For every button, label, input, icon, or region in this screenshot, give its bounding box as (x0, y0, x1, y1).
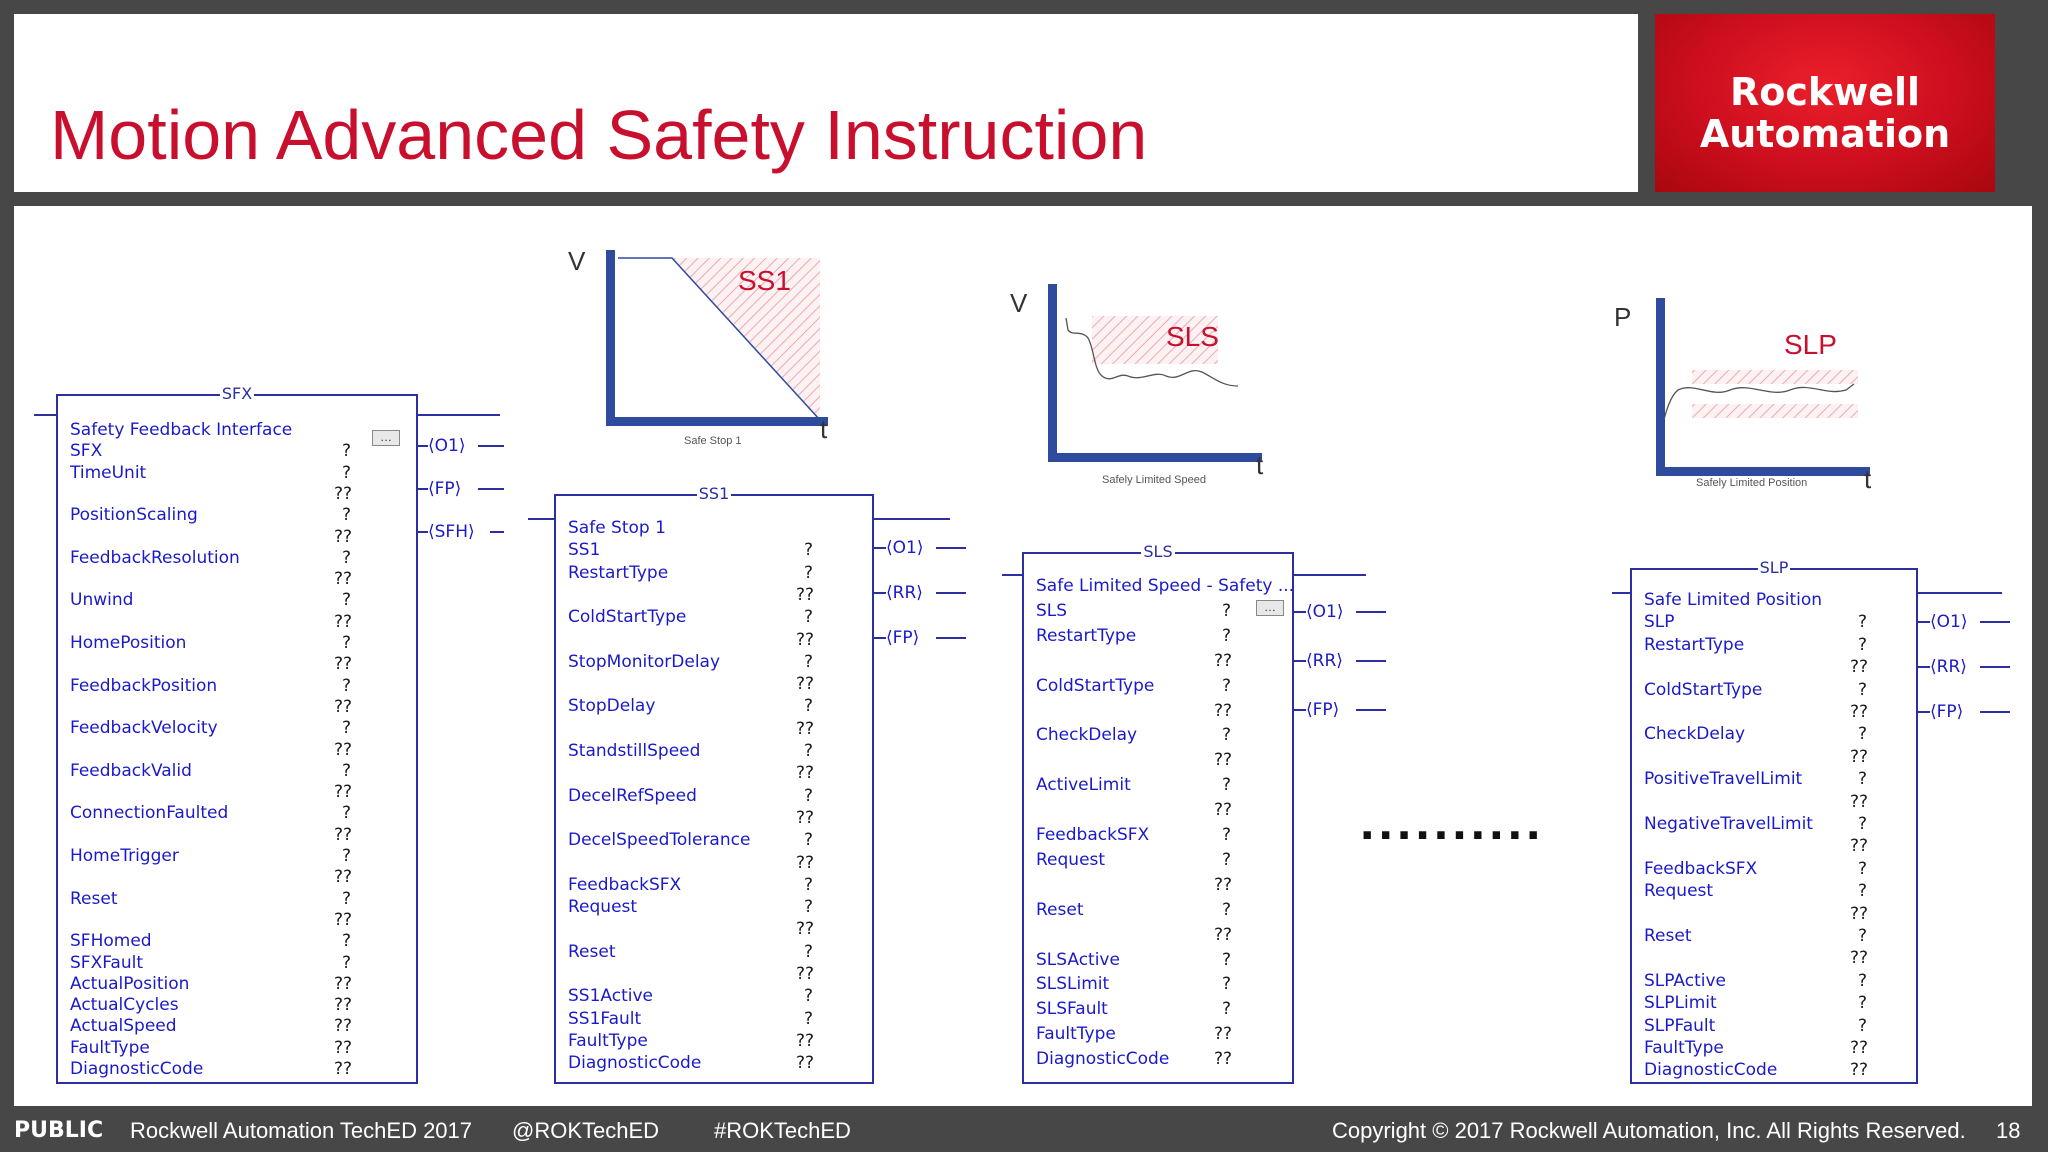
sls-output-coil-o1[interactable] (1306, 602, 1343, 622)
slp-coil-wire-in (1918, 621, 1930, 623)
sls-coil-wire-in (1294, 709, 1306, 711)
coil-bracket-right-icon: ⟩ (916, 538, 924, 558)
ss1-param-value[interactable]: ?? (796, 1030, 815, 1051)
sls-param-label: FeedbackSFX (1036, 825, 1150, 845)
sls-browse-button[interactable]: … (1256, 600, 1284, 616)
slp-param-value[interactable]: ? (1858, 679, 1868, 700)
ss1-param-value[interactable]: ?? (796, 852, 815, 873)
sls-param-value[interactable]: ?? (1214, 874, 1233, 895)
slp-param-label: SLPFault (1644, 1015, 1716, 1036)
sls-param-label: FaultType (1036, 1024, 1116, 1045)
sls-param-value[interactable]: ?? (1214, 1049, 1233, 1070)
slp-coil-wire-out (1980, 666, 2010, 668)
ss1-param-label: StopMonitorDelay (568, 651, 721, 672)
coil-label: O1 (434, 436, 459, 456)
ss1-param-value[interactable]: ?? (796, 964, 815, 984)
ss1-param-label: SS1Fault (568, 1008, 642, 1029)
ss1-coil-wire-out (936, 547, 966, 549)
slide-content (14, 206, 2032, 1106)
footer-handle: @ROKTechED (512, 1118, 660, 1143)
sls-param-value[interactable]: ?? (1214, 650, 1233, 671)
sfx-param-value[interactable]: ? (342, 462, 352, 483)
ss1-param-value[interactable]: ? (804, 562, 814, 583)
sfx-param-value[interactable]: ? (342, 718, 352, 739)
sfx-coil-wire-in (418, 531, 428, 533)
slp-param-value[interactable]: ? (1858, 926, 1868, 946)
slp-param-label: CheckDelay (1644, 724, 1746, 745)
slp-param-value[interactable]: ? (1858, 724, 1868, 745)
sfx-param-value[interactable]: ? (342, 931, 352, 952)
sfx-param-value[interactable]: ?? (334, 782, 353, 803)
slp-param-value[interactable]: ? (1858, 814, 1868, 834)
slp-param-label: DiagnosticCode (1644, 1060, 1778, 1081)
ss1-param-value[interactable]: ? (804, 741, 814, 761)
sls-param-value[interactable]: ?? (1214, 700, 1233, 721)
sfx-param-label: SFX (70, 441, 103, 462)
sls-coil-wire-in (1294, 660, 1306, 662)
footer-classification: PUBLIC (14, 1118, 104, 1143)
sfx-param-value[interactable]: ?? (334, 696, 353, 717)
ss1-param-value[interactable]: ?? (796, 919, 815, 940)
slp-lower-hatched-band (1692, 404, 1858, 418)
logo-line-2: Automation (1699, 112, 1951, 156)
slp-param-label: NegativeTravelLimit (1644, 814, 1813, 834)
slp-param-value[interactable]: ?? (1850, 1038, 1869, 1058)
slp-param-label: PositiveTravelLimit (1644, 769, 1803, 790)
ss1-param-value[interactable]: ?? (796, 718, 815, 739)
ss1-param-value[interactable]: ? (804, 1008, 814, 1029)
ss1-param-label: SS1Active (568, 986, 653, 1007)
ss1-param-value[interactable]: ? (804, 897, 814, 918)
slp-param-label: ColdStartType (1644, 679, 1763, 700)
ss1-y-axis (606, 250, 615, 426)
sls-output-coil-rr[interactable] (1306, 651, 1343, 671)
slp-coil-wire-out (1980, 621, 2010, 623)
coil-label: SFH (434, 522, 468, 542)
sfx-param-value[interactable]: ? (342, 760, 352, 781)
sfx-param-value[interactable]: ?? (334, 526, 353, 547)
ss1-param-label: FeedbackSFX (568, 874, 682, 895)
coil-bracket-left-icon: ⟨ (1306, 700, 1313, 720)
slp-instruction-block[interactable] (1630, 558, 1918, 1084)
sls-param-value[interactable]: ? (1222, 899, 1232, 920)
sls-param-label: SLSActive (1036, 949, 1120, 970)
ss1-param-value[interactable]: ? (804, 941, 814, 962)
ss1-graph-caption: Safe Stop 1 (684, 435, 742, 447)
ss1-param-label: StopDelay (568, 696, 656, 717)
sfx-param-value[interactable]: ? (342, 888, 352, 909)
coil-bracket-right-icon: ⟩ (458, 436, 466, 456)
sls-param-label: Request (1036, 849, 1106, 870)
sls-param-value[interactable]: ? (1222, 675, 1232, 696)
sfx-param-value[interactable]: ?? (334, 739, 353, 760)
sls-param-value[interactable]: ? (1222, 949, 1232, 970)
coil-bracket-right-icon: ⟩ (454, 479, 462, 499)
sfx-param-value[interactable]: ? (342, 952, 352, 973)
sls-output-coil-fp[interactable] (1306, 700, 1339, 720)
sls-param-label: DiagnosticCode (1036, 1049, 1170, 1070)
sfx-param-value[interactable]: ?? (334, 611, 353, 632)
coil-label: RR (1312, 651, 1337, 671)
sls-x-axis (1048, 453, 1262, 462)
slp-coil-wire-in (1918, 666, 1930, 668)
sfx-param-label: SFXFault (70, 952, 144, 973)
ss1-param-label: Safe Stop 1 (568, 518, 666, 538)
slp-param-value[interactable]: ? (1858, 970, 1868, 991)
sls-param-label: RestartType (1036, 625, 1137, 646)
sfx-param-label: FeedbackVelocity (70, 718, 218, 739)
slp-param-value[interactable]: ?? (1850, 948, 1869, 969)
ss1-param-value[interactable]: ? (804, 696, 814, 717)
sls-axis-x-label: t (1256, 450, 1264, 480)
coil-label: FP (892, 628, 913, 648)
ss1-param-value[interactable]: ?? (796, 584, 815, 605)
sfx-param-label: FeedbackPosition (70, 675, 218, 696)
sfx-param-value[interactable]: ?? (334, 1016, 353, 1037)
slp-param-value[interactable]: ? (1858, 634, 1868, 655)
coil-bracket-left-icon: ⟨ (1306, 602, 1313, 622)
coil-label: O1 (1312, 602, 1337, 622)
sls-param-label: Reset (1036, 899, 1084, 920)
sfx-param-value[interactable]: ? (342, 590, 352, 611)
ss1-x-axis (606, 417, 828, 426)
coil-bracket-right-icon: ⟩ (1960, 657, 1967, 677)
sls-block-name: SLS (1143, 542, 1173, 561)
sls-param-label: ActiveLimit (1036, 775, 1131, 796)
ss1-output-coil-fp[interactable] (886, 628, 919, 648)
footer-copyright: Copyright © 2017 Rockwell Automation, Inc. All Rights Reserved. (1332, 1118, 1966, 1143)
coil-label: RR (1936, 657, 1961, 677)
coil-bracket-left-icon: ⟨ (428, 522, 435, 542)
ss1-param-label: StandstillSpeed (568, 741, 701, 761)
ss1-coil-wire-in (874, 592, 886, 594)
coil-label: FP (1312, 700, 1333, 720)
slp-param-label: SLPLimit (1644, 993, 1717, 1014)
slp-param-label: FeedbackSFX (1644, 858, 1758, 879)
sls-param-label: Safe Limited Speed - Safety ... (1036, 576, 1295, 596)
ss1-block-name: SS1 (698, 484, 730, 503)
slp-graph-caption: Safely Limited Position (1696, 477, 1808, 489)
footer-event: Rockwell Automation TechED 2017 (130, 1118, 473, 1143)
logo-line-1: Rockwell (1729, 70, 1921, 114)
sls-param-value[interactable]: ? (1222, 600, 1232, 621)
coil-bracket-right-icon: ⟩ (1956, 702, 1964, 722)
sfx-coil-wire-out (490, 531, 504, 533)
ss1-coil-wire-out (936, 592, 966, 594)
sfx-param-label: FaultType (70, 1037, 150, 1058)
sfx-param-value[interactable]: ?? (334, 867, 353, 888)
graph-sls (1010, 284, 1264, 486)
slp-axis-x-label: t (1864, 464, 1872, 494)
ss1-graph-label: SS1 (738, 265, 791, 296)
sfx-coil-wire-out (478, 445, 504, 447)
sls-param-value[interactable]: ? (1222, 999, 1232, 1020)
ss1-param-value[interactable]: ?? (796, 807, 815, 828)
sfx-output-coil-o1[interactable] (428, 436, 465, 456)
sfx-coil-wire-in (418, 488, 428, 490)
ss1-param-value[interactable]: ? (804, 785, 814, 806)
sfx-param-value[interactable]: ?? (334, 909, 353, 930)
sls-param-value[interactable]: ? (1222, 625, 1232, 646)
sfx-param-value[interactable]: ?? (334, 824, 353, 845)
ss1-param-value[interactable]: ? (804, 540, 814, 561)
sfx-block-name: SFX (221, 384, 253, 403)
sfx-param-label: HomeTrigger (70, 846, 179, 866)
sls-param-value[interactable]: ?? (1214, 924, 1233, 945)
sfx-instruction-block[interactable] (56, 384, 418, 1084)
slp-param-label: Safe Limited Position (1644, 590, 1823, 610)
slp-param-value[interactable]: ?? (1850, 702, 1869, 722)
slp-graph-label: SLP (1784, 329, 1837, 360)
coil-label: RR (892, 583, 917, 603)
sfx-param-value[interactable]: ? (342, 633, 352, 653)
footer-page-number: 18 (1996, 1118, 2021, 1143)
sls-param-value[interactable]: ?? (1214, 1024, 1233, 1045)
ss1-output-rung (872, 518, 950, 520)
slp-param-value[interactable]: ?? (1850, 791, 1869, 812)
sfx-param-value[interactable]: ?? (334, 1037, 353, 1058)
ss1-param-value[interactable]: ? (804, 986, 814, 1007)
slp-param-value[interactable]: ? (1858, 993, 1868, 1014)
coil-bracket-right-icon: ⟩ (1960, 612, 1968, 632)
sfx-param-value[interactable]: ?? (334, 483, 353, 504)
ss1-param-label: FaultType (568, 1030, 648, 1051)
coil-label: FP (1936, 702, 1957, 722)
sls-param-label: ColdStartType (1036, 675, 1155, 696)
slp-param-value[interactable]: ? (1858, 858, 1868, 879)
coil-bracket-left-icon: ⟨ (1930, 702, 1937, 722)
slp-coil-wire-in (1918, 711, 1930, 713)
coil-bracket-left-icon: ⟨ (1306, 651, 1313, 671)
ss1-param-label: DecelRefSpeed (568, 785, 697, 806)
ss1-instruction-block[interactable] (554, 484, 874, 1084)
sfx-param-value[interactable]: ?? (334, 995, 353, 1016)
slp-param-value[interactable]: ?? (1850, 746, 1869, 767)
sls-param-value[interactable]: ? (1222, 775, 1232, 796)
sfx-param-label: ActualSpeed (70, 1016, 177, 1037)
ss1-param-value[interactable]: ?? (796, 629, 815, 650)
coil-bracket-right-icon: ⟩ (468, 522, 475, 542)
sfx-param-value[interactable]: ? (342, 846, 352, 866)
sfx-param-value[interactable]: ? (342, 675, 352, 696)
sfx-coil-wire-in (418, 445, 428, 447)
sfx-param-label: Safety Feedback Interface (70, 420, 293, 440)
slp-output-rung (1914, 592, 2002, 594)
sls-graph-label: SLS (1166, 321, 1219, 352)
sfx-param-value[interactable]: ?? (334, 973, 353, 994)
ss1-param-value[interactable]: ? (804, 651, 814, 672)
slp-y-axis (1656, 298, 1665, 476)
slp-upper-hatched-band (1692, 370, 1858, 384)
sfx-param-label: PositionScaling (70, 505, 198, 526)
sfx-param-label: HomePosition (70, 633, 187, 653)
sls-coil-wire-in (1294, 611, 1306, 613)
sfx-param-value[interactable]: ? (342, 803, 352, 824)
sfx-coil-wire-out (478, 488, 504, 490)
graph-slp (1614, 298, 1872, 494)
sfx-param-label: ConnectionFaulted (70, 803, 229, 824)
sls-graph-caption: Safely Limited Speed (1102, 474, 1206, 486)
coil-bracket-right-icon: ⟩ (912, 628, 920, 648)
slp-param-value[interactable]: ? (1858, 612, 1868, 633)
sls-output-rung (1290, 574, 1366, 576)
ss1-param-label: Reset (568, 941, 616, 962)
ss1-coil-wire-out (936, 637, 966, 639)
sls-param-value[interactable]: ?? (1214, 750, 1233, 771)
coil-bracket-right-icon: ⟩ (1332, 700, 1340, 720)
slp-x-axis (1656, 467, 1870, 476)
slp-param-value[interactable]: ? (1858, 1015, 1868, 1036)
sls-y-axis (1048, 284, 1057, 462)
slp-param-value[interactable]: ?? (1850, 903, 1869, 924)
page-title: Motion Advanced Safety Instruction (50, 96, 1148, 174)
coil-bracket-left-icon: ⟨ (886, 538, 893, 558)
footer (0, 1106, 2048, 1152)
sfx-param-value[interactable]: ?? (334, 569, 353, 590)
more-instructions-ellipsis: .......... (1360, 793, 1545, 851)
sls-coil-wire-out (1356, 709, 1386, 711)
ss1-param-value[interactable]: ?? (796, 1053, 815, 1074)
ss1-param-label: Request (568, 897, 638, 918)
slp-param-label: RestartType (1644, 634, 1745, 655)
sls-axis-y-label: V (1010, 288, 1028, 318)
ss1-param-label: ColdStartType (568, 607, 687, 628)
sls-param-value[interactable]: ? (1222, 725, 1232, 746)
sfx-param-value[interactable]: ? (342, 547, 352, 568)
sls-param-value[interactable]: ? (1222, 849, 1232, 870)
sfx-param-label: ActualCycles (70, 995, 179, 1016)
sfx-param-value[interactable]: ?? (334, 654, 353, 675)
sfx-param-value[interactable]: ? (342, 441, 352, 462)
slp-block-name: SLP (1759, 558, 1789, 577)
coil-bracket-left-icon: ⟨ (428, 479, 435, 499)
sfx-param-value[interactable]: ? (342, 505, 352, 526)
sls-param-value[interactable]: ? (1222, 825, 1232, 845)
sls-param-label: SLSFault (1036, 999, 1108, 1020)
coil-bracket-left-icon: ⟨ (886, 628, 893, 648)
sfx-param-label: SFHomed (70, 931, 152, 952)
coil-bracket-left-icon: ⟨ (1930, 612, 1937, 632)
slp-axis-y-label: P (1614, 302, 1632, 332)
sfx-param-label: Reset (70, 888, 118, 909)
slp-param-label: SLPActive (1644, 970, 1727, 991)
slp-param-value[interactable]: ? (1858, 769, 1868, 790)
sls-coil-wire-out (1356, 611, 1386, 613)
slp-param-label: FaultType (1644, 1038, 1724, 1058)
slp-param-label: Reset (1644, 926, 1692, 946)
footer-hashtag: #ROKTechED (714, 1118, 851, 1143)
ss1-param-value[interactable]: ?? (796, 674, 815, 695)
ss1-param-value[interactable]: ? (804, 874, 814, 895)
ss1-axis-y-label: V (568, 246, 586, 276)
sfx-output-coil-fp[interactable] (428, 479, 461, 499)
sls-param-label: CheckDelay (1036, 725, 1138, 746)
title-bar (14, 14, 1638, 192)
slp-param-value[interactable]: ? (1858, 881, 1868, 902)
ss1-param-label: SS1 (568, 540, 601, 561)
coil-bracket-left-icon: ⟨ (428, 436, 435, 456)
slp-output-coil-fp[interactable] (1930, 702, 1963, 722)
sfx-param-value[interactable]: ?? (334, 1059, 353, 1079)
ss1-output-coil-rr[interactable] (886, 583, 923, 603)
coil-bracket-left-icon: ⟨ (1930, 657, 1937, 677)
slp-coil-wire-out (1980, 711, 2010, 713)
coil-bracket-right-icon: ⟩ (1336, 651, 1343, 671)
sls-param-label: SLS (1036, 600, 1068, 621)
ss1-coil-wire-in (874, 547, 886, 549)
ss1-param-label: RestartType (568, 562, 669, 583)
slp-output-coil-o1[interactable] (1930, 612, 1967, 632)
sfx-output-coil-sfh[interactable] (428, 522, 475, 542)
sfx-param-label: DiagnosticCode (70, 1059, 204, 1079)
coil-bracket-right-icon: ⟩ (1336, 602, 1344, 622)
ss1-param-value[interactable]: ?? (796, 763, 815, 784)
sfx-param-label: Unwind (70, 590, 134, 611)
ss1-param-label: DiagnosticCode (568, 1053, 702, 1074)
slp-param-label: SLP (1644, 612, 1675, 633)
sfx-param-label: FeedbackValid (70, 760, 192, 781)
slp-output-coil-rr[interactable] (1930, 657, 1967, 677)
ss1-output-coil-o1[interactable] (886, 538, 923, 558)
slp-param-value[interactable]: ?? (1850, 836, 1869, 857)
sfx-param-label: FeedbackResolution (70, 547, 240, 568)
coil-bracket-left-icon: ⟨ (886, 583, 893, 603)
rockwell-automation-logo (1655, 14, 1995, 192)
slp-param-value[interactable]: ?? (1850, 657, 1869, 678)
sfx-param-label: TimeUnit (70, 462, 147, 483)
graph-ss1 (568, 246, 828, 447)
coil-label: O1 (1936, 612, 1961, 632)
sls-param-value[interactable]: ?? (1214, 800, 1233, 821)
ss1-axis-x-label: t (820, 414, 828, 444)
ss1-coil-wire-in (874, 637, 886, 639)
slp-param-value[interactable]: ?? (1850, 1060, 1869, 1081)
slp-param-label: Request (1644, 881, 1714, 902)
coil-label: O1 (892, 538, 917, 558)
sls-instruction-block[interactable] (1022, 542, 1295, 1084)
coil-bracket-right-icon: ⟩ (916, 583, 923, 603)
ss1-param-value[interactable]: ? (804, 830, 814, 851)
sfx-param-label: ActualPosition (70, 973, 190, 994)
sls-param-value[interactable]: ? (1222, 974, 1232, 995)
ss1-param-value[interactable]: ? (804, 607, 814, 628)
sls-param-label: SLSLimit (1036, 974, 1110, 995)
sls-coil-wire-out (1356, 660, 1386, 662)
coil-label: FP (434, 479, 455, 499)
sfx-browse-button[interactable]: … (372, 430, 400, 446)
ss1-param-label: DecelSpeedTolerance (568, 830, 751, 851)
